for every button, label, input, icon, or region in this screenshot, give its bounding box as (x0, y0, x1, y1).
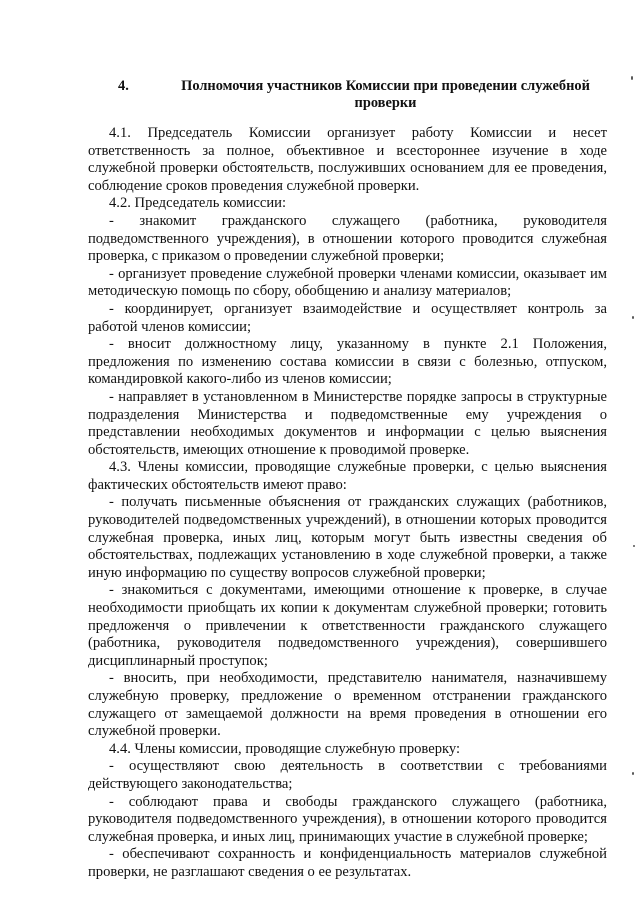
paragraph-4-1: 4.1. Председатель Комиссии организует работу Комиссии и несет ответственность за полное, объективное и всестороннее изучение в ходе служебной проверки обстоятельств, послуживших основанием для ее проведения, соблюдение сроков проведения служебной проверки. (88, 125, 607, 194)
scan-speck (632, 316, 634, 319)
section-title: Полномочия участников Комиссии при проведении служебной проверки (181, 78, 590, 111)
section-number: 4. (118, 78, 129, 94)
scan-speck (632, 772, 634, 775)
list-item: - организует проведение служебной проверки членами комиссии, оказывает им методическую помощь по сбору, обобщению и анализу материалов; (88, 265, 607, 300)
scan-speck (631, 76, 633, 80)
list-item: - соблюдают права и свободы гражданского служащего (работника, руководителя подведомственного учреждения), в отношении которого проводится служебная проверка, и иных лиц, принимающих участие в служебной проверке; (88, 793, 607, 845)
list-item: - знакомиться с документами, имеющими отношение к проверке, в случае необходимости приобщать их копии к документам служебной проверки; готовить предложенчя о привлечении к ответственности гражданского служащего (работника, руководителя подведомственного учреждения), совершившего дисциплинарный проступок; (88, 582, 607, 669)
list-item: - получать письменные объяснения от гражданских служащих (работников, руководителей подведомственных учреждений), в отношении которых проводится служебная проверка, иных лиц, которым могут быть известны сведения об обстоятельствах, подлежащих установлению в ходе служебной проверки, а также иную информацию по существу вопросов служебной проверки; (88, 494, 607, 581)
paragraph-4-2: 4.2. Председатель комиссии: (109, 195, 287, 212)
list-item: - вносит должностному лицу, указанному в пункте 2.1 Положения, предложения по изменению состава комиссии в связи с болезнью, отпуском, командировкой какого-либо из членов комиссии; (88, 336, 607, 388)
list-item: - вносить, при необходимости, представителю нанимателя, назначившему служебную проверку, предложение о временном отстранении гражданского служащего от замещаемой должности на время проведения в отношении его служебной проверки. (88, 670, 607, 740)
list-item: - направляет в установленном в Министерстве порядке запросы в структурные подразделения Министерства и подведомственные ему учреждения о представлении необходимых документов и информации с целью выяснения обстоятельств, имеющих отношение к проводимой проверке. (88, 388, 607, 458)
list-item: - координирует, организует взаимодействие и осуществляет контроль за работой членов комиссии; (88, 300, 607, 335)
list-item: - знакомит гражданского служащего (работника, руководителя подведомственного учреждения), в отношении которого проводится служебная проверка, с приказом о проведении служебной проверки; (88, 212, 607, 265)
list-item: - осуществляют свою деятельность в соответствии с требованиями действующего законодательства; (88, 758, 607, 792)
paragraph-4-3: 4.3. Члены комиссии, проводящие служебные проверки, с целью выяснения фактических обстоятельств имеют право: (88, 459, 607, 493)
scan-speck (633, 545, 635, 547)
list-item: - обеспечивают сохранность и конфиденциальность материалов служебной проверки, не разглашают сведения о ее результатах. (88, 846, 607, 880)
document-body (88, 125, 607, 882)
paragraph-4-4: 4.4. Члены комиссии, проводящие служебную проверку: (109, 740, 461, 757)
